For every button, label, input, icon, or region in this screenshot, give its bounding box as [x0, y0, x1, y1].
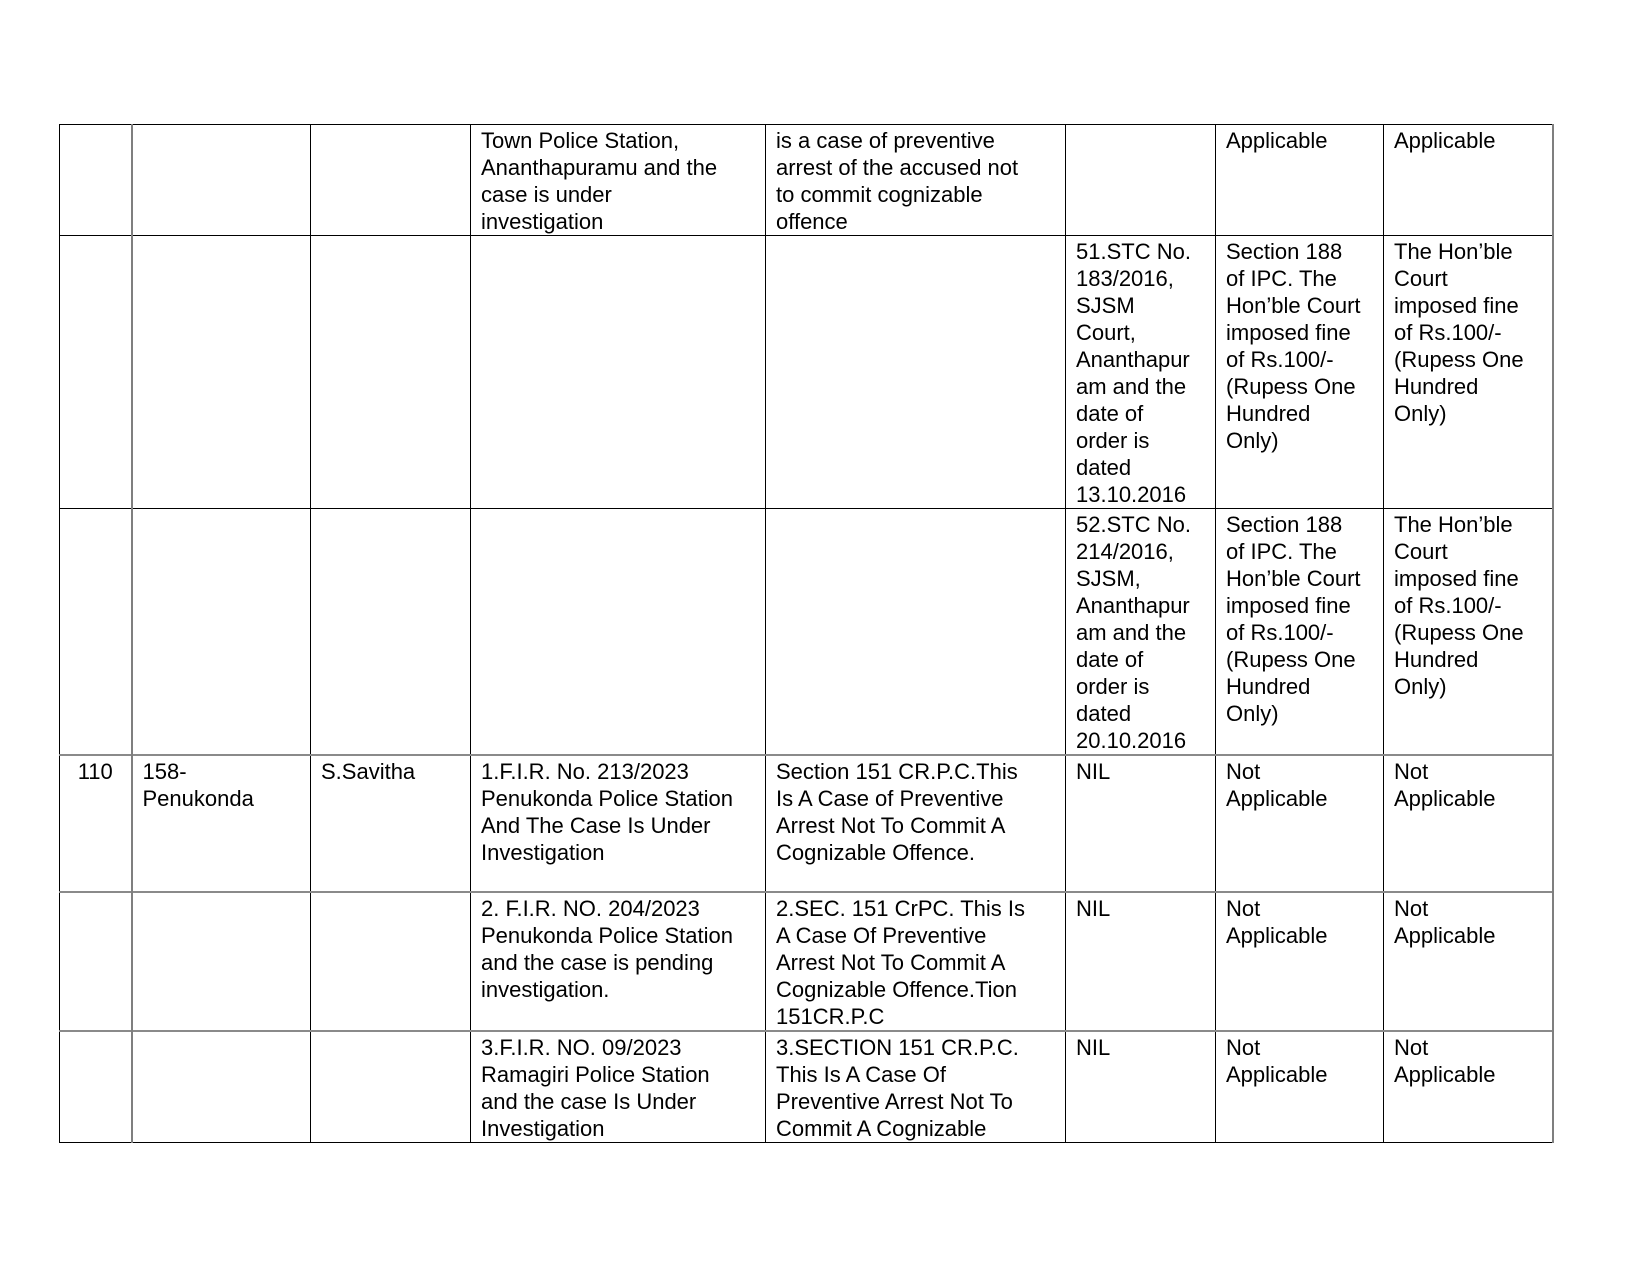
conviction-cell: NIL — [1066, 755, 1216, 892]
table-row — [60, 509, 1553, 756]
punishment-cell: Section 188 of IPC. The Hon’ble Court imposed fine of Rs.100/- (Rupess One Hundred Only) — [1216, 509, 1384, 756]
conviction-cell: NIL — [1066, 892, 1216, 1031]
details-cell: Not Applicable — [1384, 755, 1553, 892]
conviction-cell: 52.STC No. 214/2016, SJSM, Ananthapur am and the date of order is dated 20.10.2016 — [1066, 509, 1216, 756]
fir-cell — [471, 236, 766, 509]
details-cell: The Hon’ble Court imposed fine of Rs.100/- (Rupess One Hundred Only) — [1384, 509, 1553, 756]
serial-number-cell: 110 — [60, 755, 132, 892]
table-row — [60, 125, 1553, 236]
details-cell: Not Applicable — [1384, 892, 1553, 1031]
sections-cell — [766, 509, 1066, 756]
sections-cell: 3.SECTION 151 CR.P.C. This Is A Case Of Preventive Arrest Not To Commit A Cognizable — [766, 1031, 1066, 1143]
punishment-cell: Not Applicable — [1216, 1031, 1384, 1143]
criminal-records-table — [59, 124, 1554, 1143]
sections-cell: is a case of preventive arrest of the accused not to commit cognizable offence — [766, 125, 1066, 236]
details-cell: Not Applicable — [1384, 1031, 1553, 1143]
fir-cell: 3.F.I.R. NO. 09/2023 Ramagiri Police Station and the case Is Under Investigation — [471, 1031, 766, 1143]
constituency-cell: 158- Penukonda — [132, 755, 311, 892]
table-row — [60, 892, 1553, 1031]
constituency-cell — [132, 892, 311, 1031]
punishment-cell: Section 188 of IPC. The Hon’ble Court imposed fine of Rs.100/- (Rupess One Hundred Only) — [1216, 236, 1384, 509]
punishment-cell: Not Applicable — [1216, 892, 1384, 1031]
sections-cell: Section 151 CR.P.C.This Is A Case of Preventive Arrest Not To Commit A Cognizable Offence. — [766, 755, 1066, 892]
serial-number-cell — [60, 1031, 132, 1143]
conviction-cell — [1066, 125, 1216, 236]
sections-cell: 2.SEC. 151 CrPC. This Is A Case Of Preventive Arrest Not To Commit A Cognizable Offence.Tion 151CR.P.C — [766, 892, 1066, 1031]
table-row — [60, 1031, 1553, 1143]
candidate-cell — [311, 1031, 471, 1143]
serial-number-cell — [60, 509, 132, 756]
serial-number-cell — [60, 125, 132, 236]
fir-cell: Town Police Station, Ananthapuramu and the case is under investigation — [471, 125, 766, 236]
fir-cell — [471, 509, 766, 756]
conviction-cell: NIL — [1066, 1031, 1216, 1143]
punishment-cell: Applicable — [1216, 125, 1384, 236]
constituency-cell — [132, 125, 311, 236]
table-row — [60, 755, 1553, 892]
fir-cell: 2. F.I.R. NO. 204/2023 Penukonda Police Station and the case is pending investigation. — [471, 892, 766, 1031]
details-cell: Applicable — [1384, 125, 1553, 236]
candidate-cell — [311, 125, 471, 236]
serial-number-cell — [60, 892, 132, 1031]
candidate-cell: S.Savitha — [311, 755, 471, 892]
sections-cell — [766, 236, 1066, 509]
punishment-cell: Not Applicable — [1216, 755, 1384, 892]
conviction-cell: 51.STC No. 183/2016, SJSM Court, Ananthapur am and the date of order is dated 13.10.2016 — [1066, 236, 1216, 509]
candidate-cell — [311, 509, 471, 756]
candidate-cell — [311, 892, 471, 1031]
table-row — [60, 236, 1553, 509]
details-cell: The Hon’ble Court imposed fine of Rs.100/- (Rupess One Hundred Only) — [1384, 236, 1553, 509]
constituency-cell — [132, 509, 311, 756]
constituency-cell — [132, 236, 311, 509]
constituency-cell — [132, 1031, 311, 1143]
candidate-cell — [311, 236, 471, 509]
serial-number-cell — [60, 236, 132, 509]
fir-cell: 1.F.I.R. No. 213/2023 Penukonda Police Station And The Case Is Under Investigation — [471, 755, 766, 892]
